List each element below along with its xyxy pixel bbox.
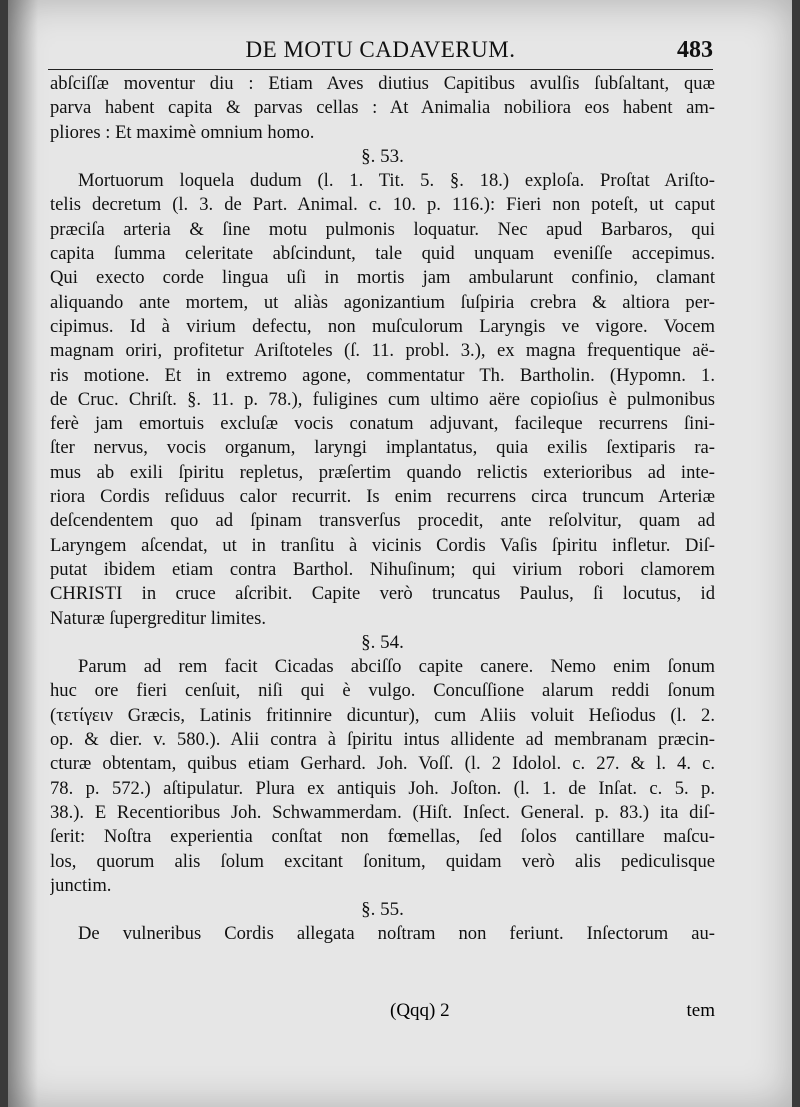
page-header [48,35,713,70]
text-line: Mortuorum loquela dudum (l. 1. Tit. 5. §. 18.) exploſa. Proſtat Ariſto- [78,170,715,192]
text-line: cturæ obtentam, quibus etiam Gerhard. Joh. Voſſ. (l. 2 Idolol. c. 27. & l. 4. c. [50,753,715,775]
body-text [50,72,715,947]
text-line: (τετίγειν Græcis, Latinis fritinnire dicuntur), cum Aliis voluit Heſiodus (l. 2. [50,704,715,726]
text-line: Naturæ ſupergreditur limites. [50,607,267,629]
text-line: CHRISTI in cruce aſcribit. Capite verò truncatus Paulus, ſi locutus, id [50,583,715,605]
text-line: los, quorum alis ſolum excitant ſonitum, quidam verò alis pediculisque [50,850,715,872]
text-line: De vulneribus Cordis allegata noſtram non feriunt. Inſectorum au- [78,923,715,945]
text-line: 78. p. 572.) aſtipulatur. Plura ex antiquis Joh. Joſton. (l. 1. de Inſat. c. 5. p. [50,777,715,799]
text-line: pliores : Et maximè omnium homo. [50,121,315,143]
text-line: Parum ad rem facit Cicadas abciſſo capite canere. Nemo enim ſonum [78,656,715,678]
section-heading: §. 54. [361,631,404,653]
text-line: capita ſumma celeritate abſcindunt, tale quid unquam eveniſſe accepimus. [50,243,715,265]
text-line: deſcendentem quo ad ſpinam transverſus procedit, ante reſolvitur, quam ad [50,510,715,532]
text-line: op. & dier. v. 580.). Alii contra à ſpiritu intus allidente ad membranam præcin- [50,729,715,751]
text-line: Qui exeсto corde lingua uſi in mortis jam ambularunt confinio, clamant [50,267,715,289]
binding-shadow [8,0,38,1107]
text-line: huc ore fieri cenſuit, niſi qui è vulgo. Concuſſione alarum reddi ſonum [50,680,715,702]
page-number: 483 [677,37,713,63]
text-line: ferè jam emortuis excluſæ vocis conatum adjuvant, facileque recurrens ſini- [50,413,715,435]
text-line: parva habent capita & parvas cellas : At Animalia nobiliora eos habent am- [50,97,715,119]
text-line: junctim. [50,874,112,896]
signature-mark: (Qqq) 2 [390,1000,450,1021]
page-footer [50,1000,715,1030]
text-line: putat ibidem etiam contra Barthol. Nihuſinum; qui virium robori clamorem [50,558,715,580]
text-line: 38.). E Recentioribus Joh. Schwammerdam. (Hiſt. Inſect. General. p. 83.) ita diſ- [50,801,715,823]
text-line: ſerit: Noſtra experientia conſtat non fœmellas, ſed ſolos cantillare maſcu- [50,826,715,848]
text-line: magnam oriri, profitetur Ariſtoteles (ſ. 11. probl. 3.), ex magna frequentique aë- [50,340,715,362]
text-line: præciſa arteria & ſine motu pulmonis loquatur. Nec apud Barbaros, qui [50,218,715,240]
catchword: tem [686,1000,715,1021]
text-line: de Cruc. Chriſt. §. 11. p. 78.), fuligines cum ultimo aëre copioſius è pulmonibus [50,388,715,410]
book-page [8,0,792,1107]
text-line: aliquando ante mortem, ut aliàs agonizantium ſuſpiria crebra & altiora per- [50,291,715,313]
text-line: telis decretum (l. 3. de Part. Animal. c. 10. p. 116.): Fieri non poteſt, ut caput [50,194,715,216]
section-heading: §. 53. [361,145,404,167]
text-line: mus ab exili ſpiritu repletus, præſertim quando relictis exterioribus ad inte- [50,461,715,483]
text-line: Laryngem aſcendat, ut in tranſitu à vicinis Cordis Vaſis ſpiritu infletur. Diſ- [50,534,715,556]
text-line: ſter nervus, vocis organum, laryngi implantatus, quia exilis ſextiparis ra- [50,437,715,459]
text-line: cipimus. Id à virium defectu, non muſculorum Laryngis ve vigore. Vocem [50,315,715,337]
text-line: riora Cordis reſiduus calor recurrit. Is enim recurrens circa truncum Arteriæ [50,486,715,508]
text-line: ris motione. Et in extremo agone, commentatur Th. Bartholin. (Hypomn. 1. [50,364,715,386]
section-heading: §. 55. [361,899,404,921]
text-line: abſciſſæ moventur diu : Etiam Aves diutius Capitibus avulſis ſubſaltant, quæ [50,73,715,94]
running-title: DE MOTU CADAVERUM. [245,37,516,62]
